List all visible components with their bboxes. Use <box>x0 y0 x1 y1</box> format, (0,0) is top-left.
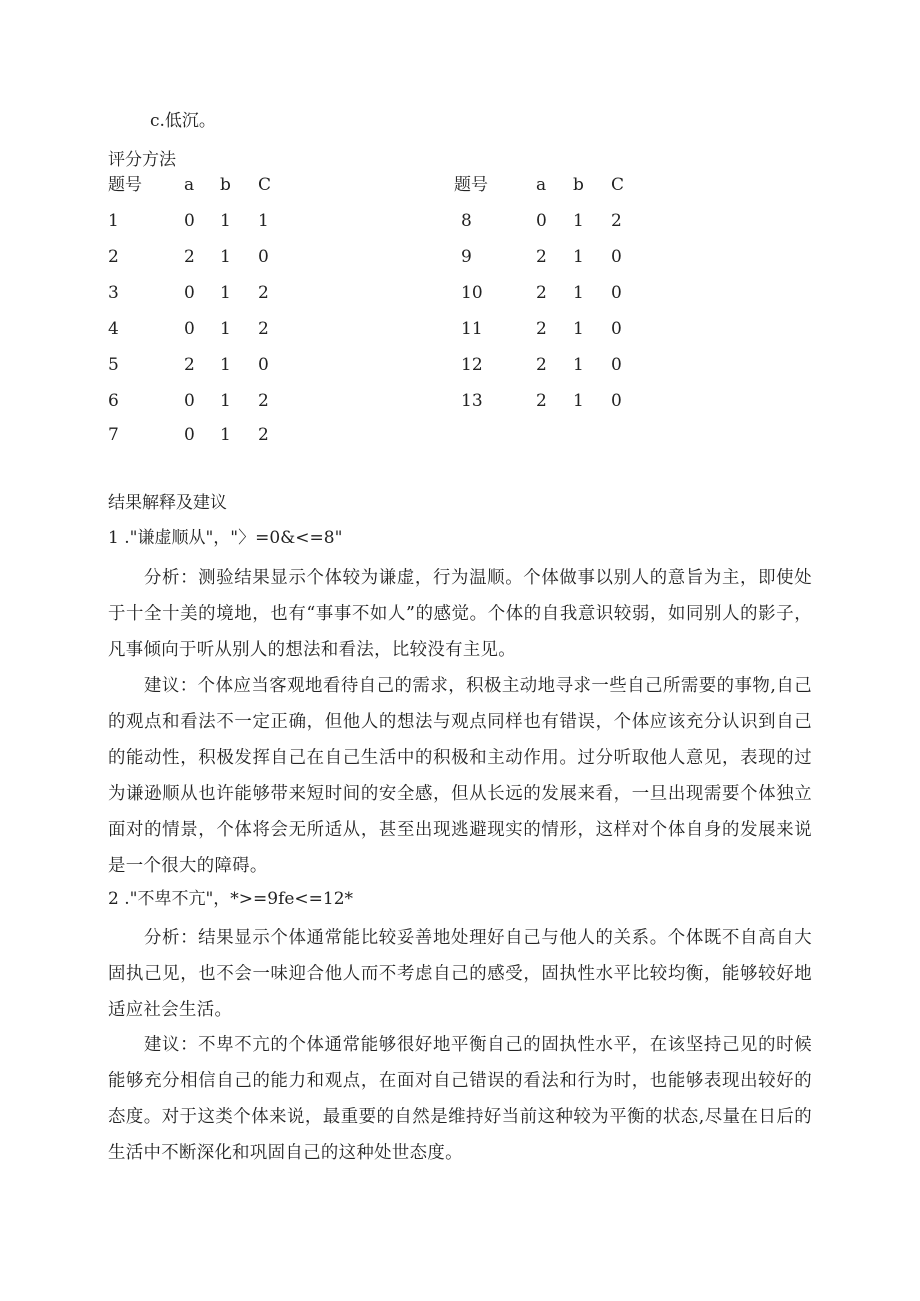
table-cell: 0 <box>184 425 195 445</box>
table-header-c: C <box>258 175 272 195</box>
table-cell: 0 <box>258 247 269 267</box>
table-cell: 0 <box>258 355 269 375</box>
table-cell: 1 <box>573 283 584 303</box>
table-cell: 1 <box>108 211 119 231</box>
analysis-paragraph: 分析：测验结果显示个体较为谦虚，行为温顺。个体做事以别人的意旨为主，即使处于十全十美的境地，也有“事事不如人”的感觉。个体的自我意识较弱，如同别人的影子，凡事倾向于听从别人的想法和看法，比较没有主见。 <box>108 568 812 660</box>
table-cell: 0 <box>611 319 622 339</box>
question-option-c: c.低沉。 <box>150 111 216 131</box>
table-cell: 2 <box>536 319 547 339</box>
table-header-a: a <box>184 175 195 195</box>
scoring-table <box>108 174 668 454</box>
table-cell: 2 <box>184 355 195 375</box>
table-header-b: b <box>573 175 584 195</box>
table-cell: 9 <box>461 247 472 267</box>
table-cell: 2 <box>258 425 269 445</box>
table-cell: 11 <box>461 319 483 339</box>
result-item-heading: 1 ."谦虚顺从"，"〉=0&<=8" <box>108 528 343 548</box>
table-cell: 12 <box>461 355 483 375</box>
analysis-paragraph: 分析：结果显示个体通常能比较妥善地处理好自己与他人的关系。个体既不自高自大固执己见，也不会一味迎合他人而不考虑自己的感受，固执性水平比较均衡，能够较好地适应社会生活。 <box>108 928 812 1020</box>
table-cell: 2 <box>536 283 547 303</box>
table-cell: 1 <box>573 355 584 375</box>
table-cell: 5 <box>108 355 119 375</box>
table-cell: 2 <box>184 247 195 267</box>
table-cell: 1 <box>220 211 231 231</box>
table-cell: 1 <box>220 355 231 375</box>
table-cell: 0 <box>184 211 195 231</box>
table-cell: 0 <box>611 355 622 375</box>
table-cell: 2 <box>258 283 269 303</box>
table-cell: 1 <box>220 319 231 339</box>
table-header-b: b <box>220 175 231 195</box>
advice-paragraph: 建议：不卑不亢的个体通常能够很好地平衡自己的固执性水平，在该坚持己见的时候能够充分相信自己的能力和观点，在面对自己错误的看法和行为时，也能够表现出较好的态度。对于这类个体来说，最重要的自然是维持好当前这种较为平衡的状态,尽量在日后的生活中不断深化和巩固自己的这种处世态度。 <box>108 1035 812 1163</box>
table-cell: 0 <box>611 283 622 303</box>
table-cell: 2 <box>611 211 622 231</box>
table-cell: 1 <box>220 391 231 411</box>
table-cell: 0 <box>184 391 195 411</box>
table-cell: 10 <box>461 283 483 303</box>
table-cell: 1 <box>573 391 584 411</box>
table-cell: 2 <box>536 355 547 375</box>
table-header-c: C <box>611 175 625 195</box>
table-cell: 2 <box>536 391 547 411</box>
table-cell: 3 <box>108 283 119 303</box>
table-cell: 7 <box>108 425 119 445</box>
table-header-question-no: 题号 <box>454 175 488 195</box>
table-header-question-no: 题号 <box>108 175 142 195</box>
table-cell: 0 <box>184 283 195 303</box>
table-cell: 0 <box>611 247 622 267</box>
scoring-method-title: 评分方法 <box>108 150 176 170</box>
table-cell: 8 <box>461 211 472 231</box>
table-cell: 2 <box>258 391 269 411</box>
table-cell: 2 <box>258 319 269 339</box>
table-cell: 1 <box>220 425 231 445</box>
table-cell: 2 <box>536 247 547 267</box>
table-cell: 2 <box>108 247 119 267</box>
table-cell: 1 <box>573 319 584 339</box>
table-cell: 4 <box>108 319 119 339</box>
table-cell: 1 <box>220 247 231 267</box>
result-item-heading: 2 ."不卑不亢"，*>=9fe<=12* <box>108 889 354 909</box>
table-cell: 1 <box>573 247 584 267</box>
table-cell: 6 <box>108 391 119 411</box>
table-cell: 0 <box>184 319 195 339</box>
table-header-a: a <box>536 175 547 195</box>
table-cell: 0 <box>611 391 622 411</box>
table-cell: 13 <box>461 391 483 411</box>
table-cell: 1 <box>573 211 584 231</box>
advice-paragraph: 建议：个体应当客观地看待自己的需求，积极主动地寻求一些自己所需要的事物,自己的观点和看法不一定正确，但他人的想法与观点同样也有错误，个体应该充分认识到自己的能动性，积极发挥自己在自己生活中的积极和主动作用。过分听取他人意见，表现的过为谦逊顺从也许能够带来短时间的安全感，但从长远的发展来看，一旦出现需要个体独立面对的情景，个体将会无所适从，甚至出现逃避现实的情形，这样对个体自身的发展来说是一个很大的障碍。 <box>108 676 812 876</box>
table-cell: 0 <box>536 211 547 231</box>
table-cell: 1 <box>258 211 269 231</box>
table-cell: 1 <box>220 283 231 303</box>
results-section-heading: 结果解释及建议 <box>108 493 227 513</box>
